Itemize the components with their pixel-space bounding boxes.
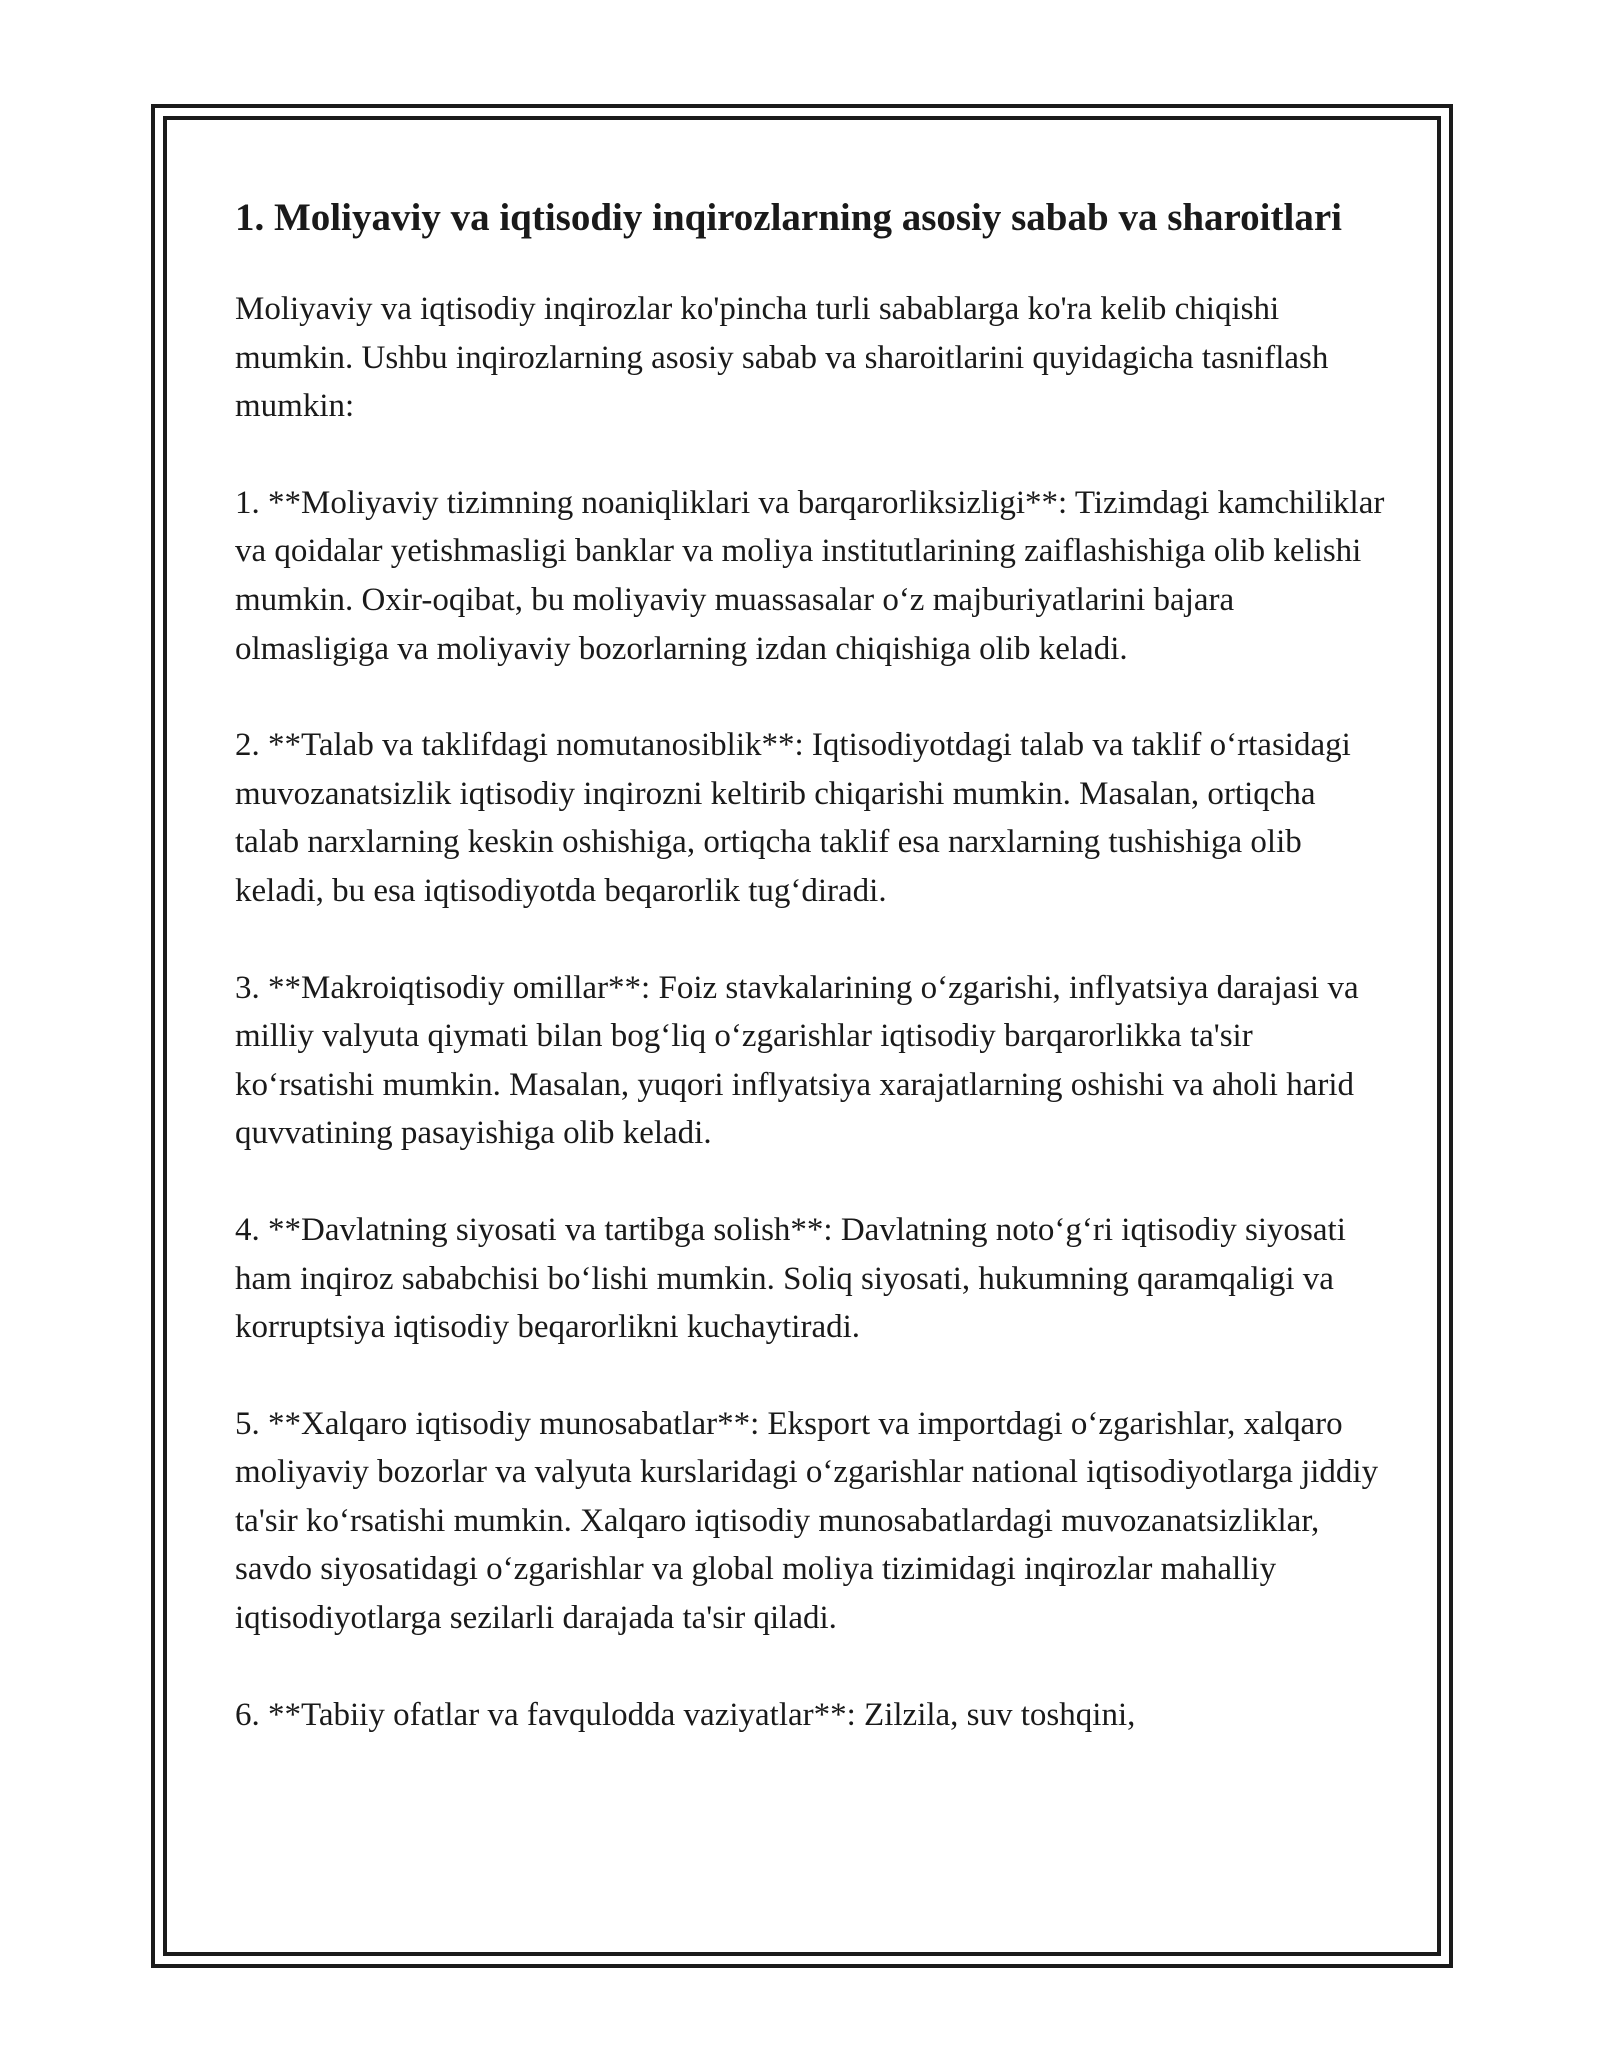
section-heading: 1. Moliyaviy va iqtisodiy inqirozlarning asosiy sabab va sharoitlari — [235, 196, 1342, 239]
paragraph-item-2: 2. **Talab va taklifdagi nomutanosiblik**: Iqtisodiyotdagi talab va taklif o‘rtasidagi muvozanatsizlik iqtisodiy inqirozni keltirib chiqarishi mumkin. Masalan, ortiqcha talab narxlarning keskin oshishiga, ortiqcha taklif esa narxlarning tushishiga olib keladi, bu esa iqtisodiyotda beqarorlik tug‘diradi. — [235, 727, 1351, 909]
paragraph-intro: Moliyaviy va iqtisodiy inqirozlar ko'pincha turli sabablarga ko'ra kelib chiqishi mumkin. Ushbu inqirozlarning asosiy sabab va sharoitlarini quyidagicha tasniflash mumkin: — [235, 291, 1329, 425]
document-body — [235, 190, 1385, 1787]
paragraph-item-3: 3. **Makroiqtisodiy omillar**: Foiz stavkalarining o‘zgarishi, inflyatsiya darajasi va milliy valyuta qiymati bilan bog‘liq o‘zgarishlar iqtisodiy barqarorlikka ta'sir ko‘rsatishi mumkin. Masalan, yuqori inflyatsiya xarajatlarning oshishi va aholi harid quvvatining pasayishiga olib keladi. — [235, 969, 1359, 1152]
paragraph-item-5: 5. **Xalqaro iqtisodiy munosabatlar**: Eksport va importdagi o‘zgarishlar, xalqaro moliyaviy bozorlar va valyuta kurslaridagi o‘zgarishlar national iqtisodiyotlarga jiddiy ta'sir ko‘rsatishi mumkin. Xalqaro iqtisodiy munosabatlardagi muvozanatsizliklar, savdo siyosatidagi o‘zgarishlar va global moliya tizimidagi inqirozlar mahalliy iqtisodiyotlarga sezilarli darajada ta'sir qiladi. — [235, 1405, 1379, 1637]
paragraph-item-4: 4. **Davlatning siyosati va tartibga solish**: Davlatning noto‘g‘ri iqtisodiy siyosati ham inqiroz sababchisi bo‘lishi mumkin. Soliq siyosati, hukumning qaramqaligi va korruptsiya iqtisodiy beqarorlikni kuchaytiradi. — [235, 1211, 1346, 1346]
paragraph-item-1: 1. **Moliyaviy tizimning noaniqliklari va barqarorliksizligi**: Tizimdagi kamchiliklar va qoidalar yetishmasligi banklar va moliya institutlarining zaiflashishiga olib kelishi mumkin. Oxir-oqibat, bu moliyaviy muassasalar o‘z majburiyatlarini bajara olmasligiga va moliyaviy bozorlarning izdan chiqishiga olib keladi. — [235, 484, 1385, 667]
paragraph-item-6: 6. **Tabiiy ofatlar va favqulodda vaziyatlar**: Zilzila, suv toshqini, — [235, 1696, 1136, 1733]
